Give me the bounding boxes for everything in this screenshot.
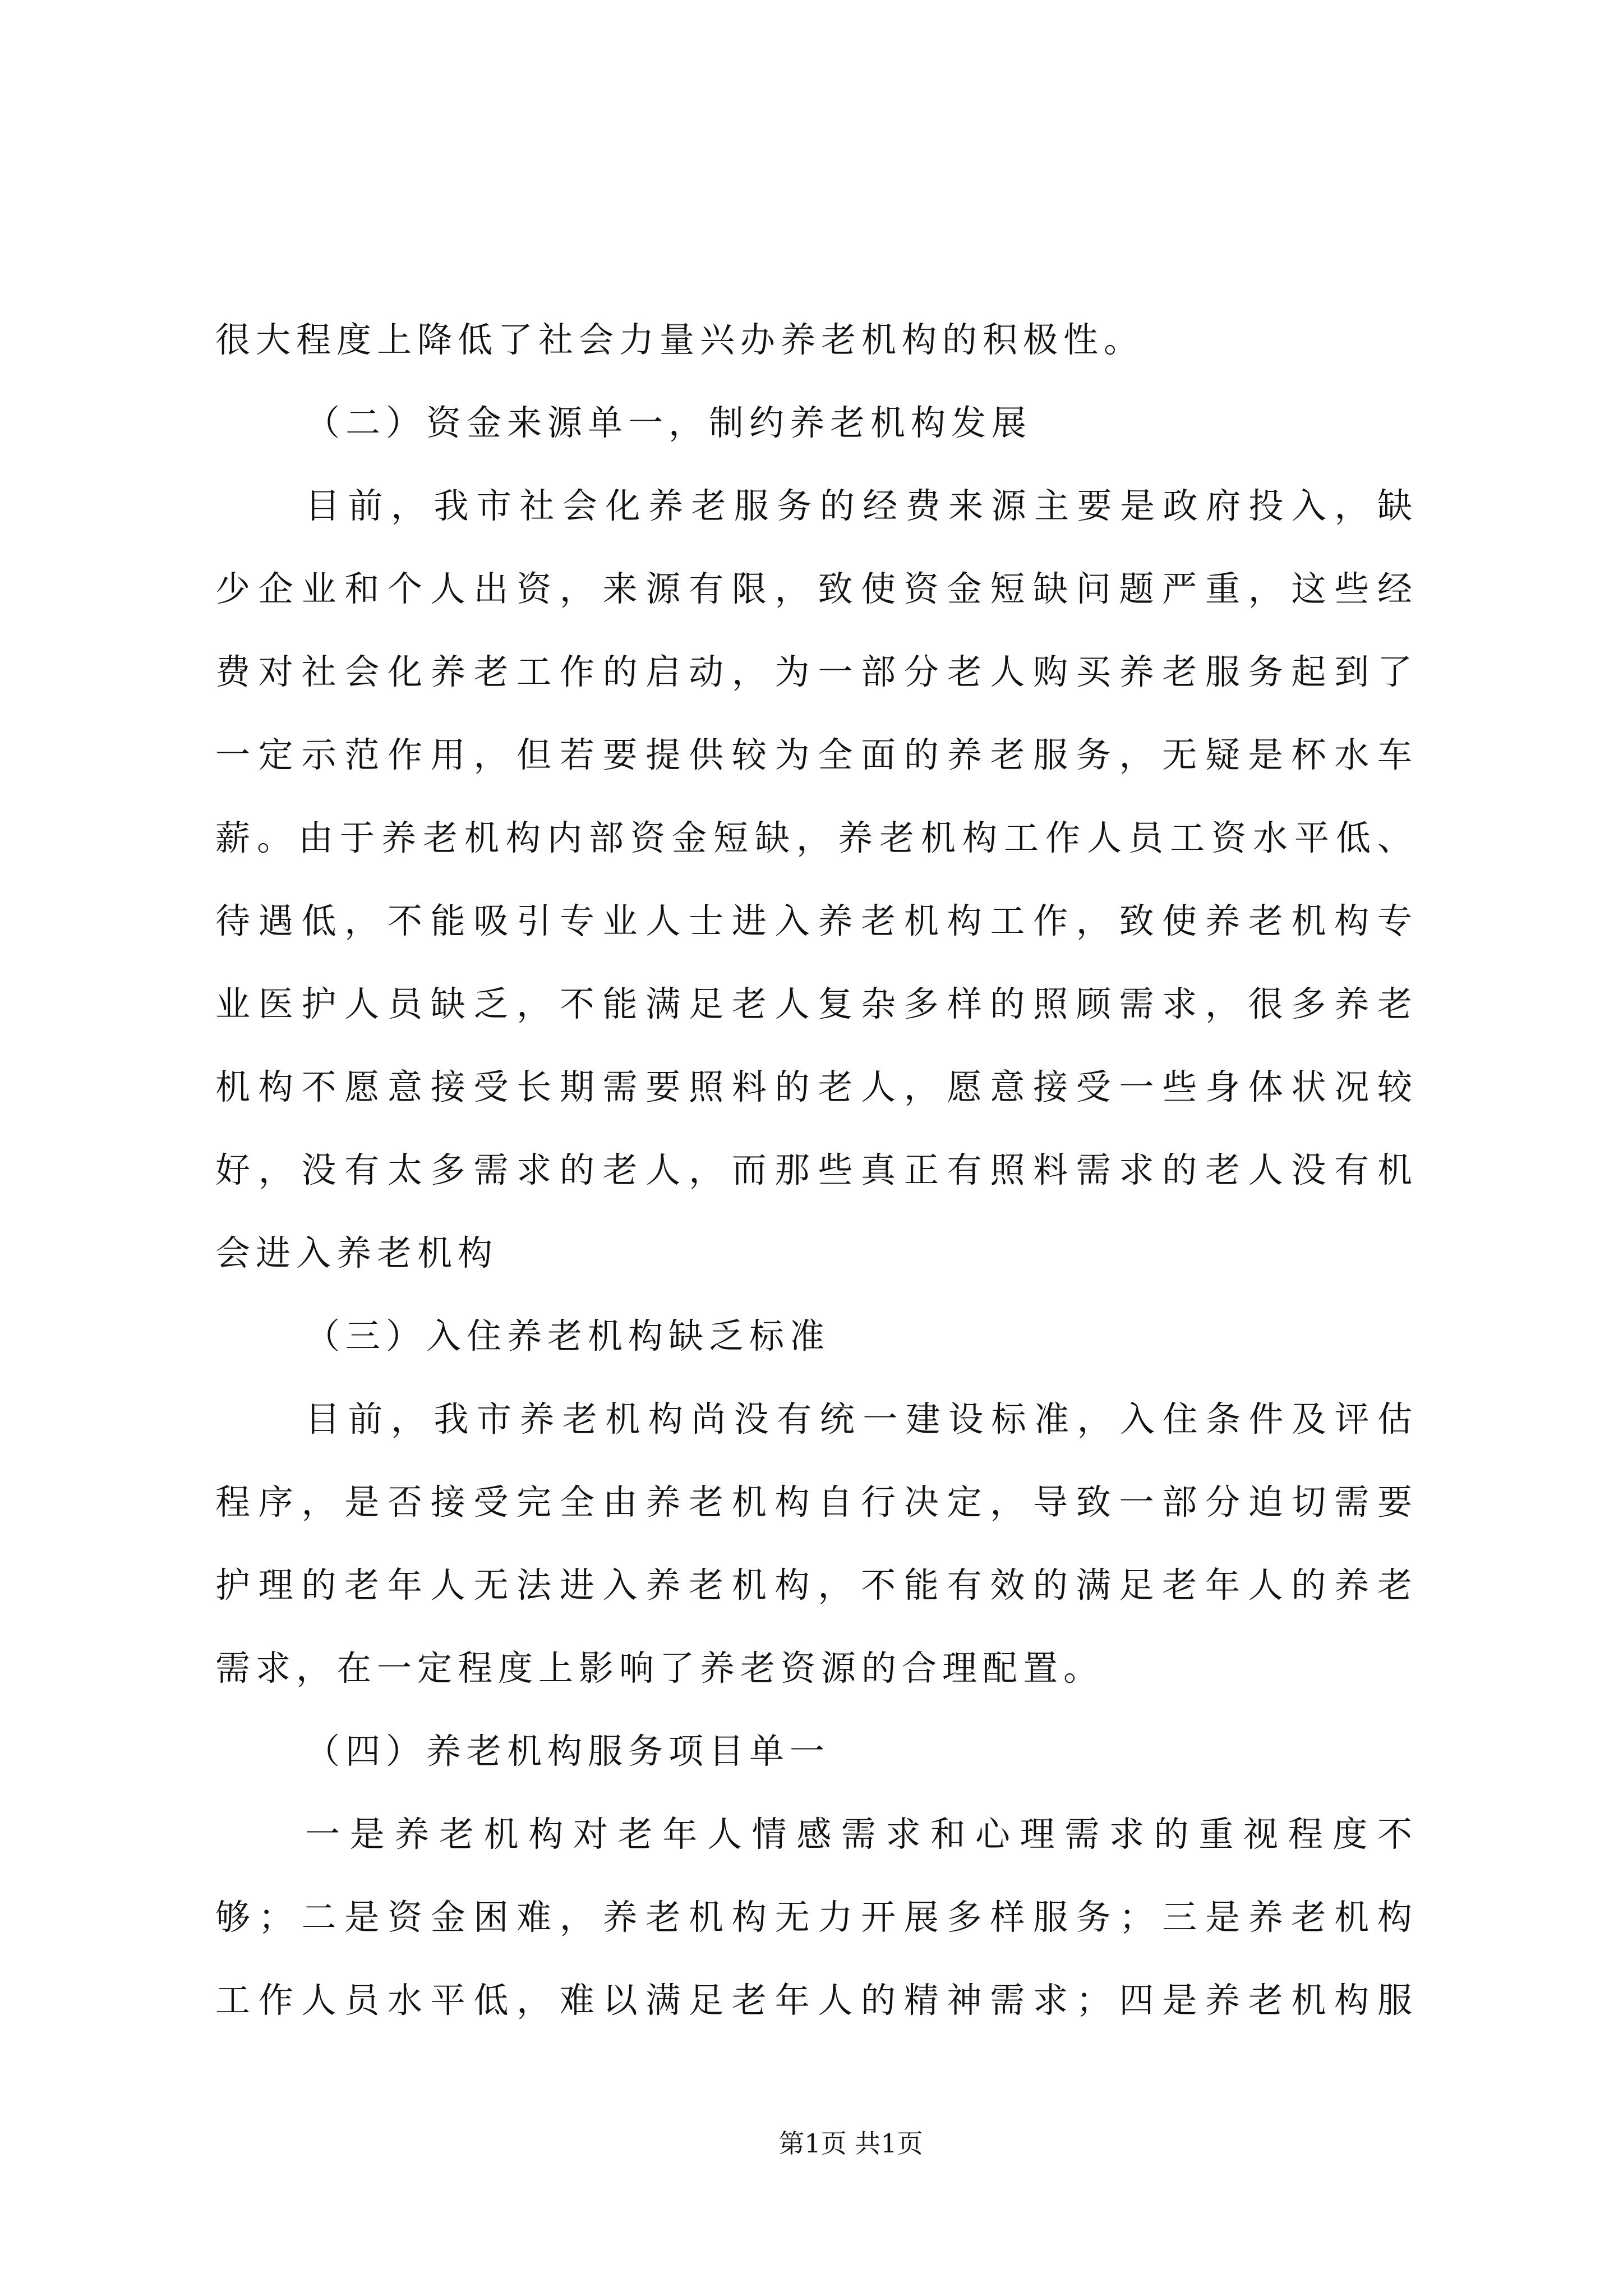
paragraph-line: 一定示范作用，但若要提供较为全面的养老服务，无疑是杯水车 xyxy=(215,734,1418,775)
paragraph-line: 会进入养老机构 xyxy=(215,1232,499,1273)
page-number-footer: 第1页 共1页 xyxy=(778,2128,923,2159)
section-service-items xyxy=(215,1710,1418,2042)
paragraph-line: 程序，是否接受完全由养老机构自行决定，导致一部分迫切需要 xyxy=(215,1481,1418,1522)
paragraph-line: 够；二是资金困难，养老机构无力开展多样服务；三是养老机构 xyxy=(215,1897,1418,1938)
document-body xyxy=(215,298,1418,2042)
paragraph-line: 工作人员水平低，难以满足老年人的精神需求；四是养老机构服 xyxy=(215,1980,1418,2021)
paragraph-line: 薪。由于养老机构内部资金短缺，养老机构工作人员工资水平低、 xyxy=(215,817,1418,858)
paragraph-line: 业医护人员缺乏，不能满足老人复杂多样的照顾需求，很多养老 xyxy=(215,983,1418,1024)
section-admission-standards xyxy=(215,1295,1418,1710)
paragraph-line: 护理的老年人无法进入养老机构，不能有效的满足老年人的养老 xyxy=(215,1565,1418,1605)
continuation-line: 很大程度上降低了社会力量兴办养老机构的积极性。 xyxy=(215,319,1145,360)
paragraph-line: 机构不愿意接受长期需要照料的老人，愿意接受一些身体状况较 xyxy=(215,1066,1418,1107)
paragraph-line: 待遇低，不能吸引专业人士进入养老机构工作，致使养老机构专 xyxy=(215,900,1418,941)
section-heading: （二）资金来源单一，制约养老机构发展 xyxy=(305,402,1032,443)
section-funding xyxy=(215,381,1418,1295)
paragraph-line: 需求，在一定程度上影响了养老资源的合理配置。 xyxy=(215,1648,1104,1688)
paragraph-line: 一是养老机构对老年人情感需求和心理需求的重视程度不 xyxy=(305,1814,1418,1855)
paragraph-line: 目前，我市社会化养老服务的经费来源主要是政府投入，缺 xyxy=(305,485,1418,526)
paragraph-line: 费对社会化养老工作的启动，为一部分老人购买养老服务起到了 xyxy=(215,651,1418,692)
section-heading: （四）养老机构服务项目单一 xyxy=(305,1731,831,1772)
paragraph-line: 目前，我市养老机构尚没有统一建设标准，入住条件及评估 xyxy=(305,1398,1418,1439)
paragraph-line: 好，没有太多需求的老人，而那些真正有照料需求的老人没有机 xyxy=(215,1149,1418,1190)
section-heading: （三）入住养老机构缺乏标准 xyxy=(305,1315,831,1356)
paragraph-line: 少企业和个人出资，来源有限，致使资金短缺问题严重，这些经 xyxy=(215,568,1418,609)
